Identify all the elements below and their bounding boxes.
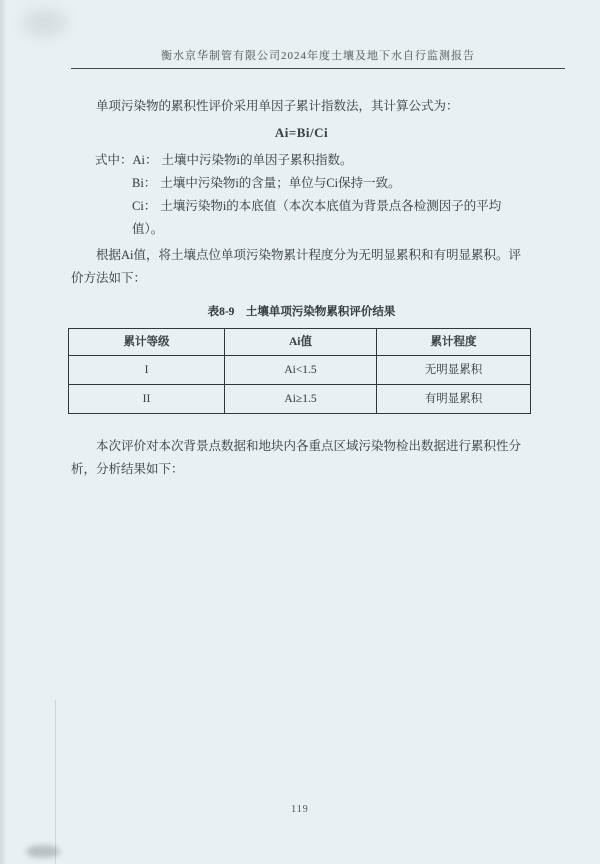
conclusion-block	[71, 435, 532, 481]
definition-line-bi	[132, 172, 532, 195]
table-header-ai: Ai值	[225, 329, 377, 356]
table-row	[69, 356, 531, 385]
cell-level-2: II	[69, 385, 225, 414]
definition-line-ai	[95, 149, 532, 172]
paragraph-method: 根据Ai值，将土壤点位单项污染物累计程度分为无明显累积和有明显累积。评价方法如下：	[71, 248, 522, 285]
scan-smudge-bottom-left	[26, 845, 60, 858]
page-content	[71, 95, 532, 481]
definition-desc-ai: 土壤中污染物i的单因子累积指数。	[161, 153, 353, 167]
definition-line-ci	[132, 195, 532, 241]
report-header-title: 衡水京华制管有限公司2024年度土壤及地下水自行监测报告	[161, 50, 475, 62]
scan-crease-line	[55, 700, 56, 864]
scan-edge-shadow	[0, 0, 7, 864]
formula-ai-bi-ci: Ai=Bi/Ci	[274, 125, 329, 140]
paragraph-intro: 单项污染物的累积性评价采用单因子累计指数法，其计算公式为：	[96, 99, 459, 113]
paragraph-conclusion: 本次评价对本次背景点数据和地块内各重点区域污染物检出数据进行累积性分析，分析结果如下：	[71, 439, 522, 476]
cell-ai-1: Ai<1.5	[225, 356, 377, 385]
definition-desc-bi: 土壤中污染物i的含量；单位与Ci保持一致。	[160, 176, 401, 190]
table-header-level: 累计等级	[69, 329, 225, 356]
definition-term-ai: Ai：	[132, 153, 158, 167]
definition-term-bi: Bi：	[132, 176, 157, 190]
definition-desc-ci: 土壤污染物i的本底值（本次本底值为背景点各检测因子的平均值）。	[132, 199, 502, 236]
formula-definitions	[71, 149, 532, 241]
table-header-degree: 累计程度	[377, 329, 531, 356]
definition-term-ci: Ci：	[132, 199, 157, 213]
page-header	[71, 0, 565, 69]
table-header-row	[69, 329, 531, 356]
evaluation-table	[68, 328, 531, 414]
definition-prefix: 式中：	[95, 153, 133, 167]
page-number: 119	[291, 804, 309, 815]
cell-degree-2: 有明显累积	[377, 385, 531, 414]
table-caption: 表8-9 土壤单项污染物累积评价结果	[207, 306, 396, 318]
cell-ai-2: Ai≥1.5	[225, 385, 377, 414]
cell-level-1: I	[69, 356, 225, 385]
cell-degree-1: 无明显累积	[377, 356, 531, 385]
table-row	[69, 385, 531, 414]
scan-smudge-top-left	[22, 8, 68, 38]
